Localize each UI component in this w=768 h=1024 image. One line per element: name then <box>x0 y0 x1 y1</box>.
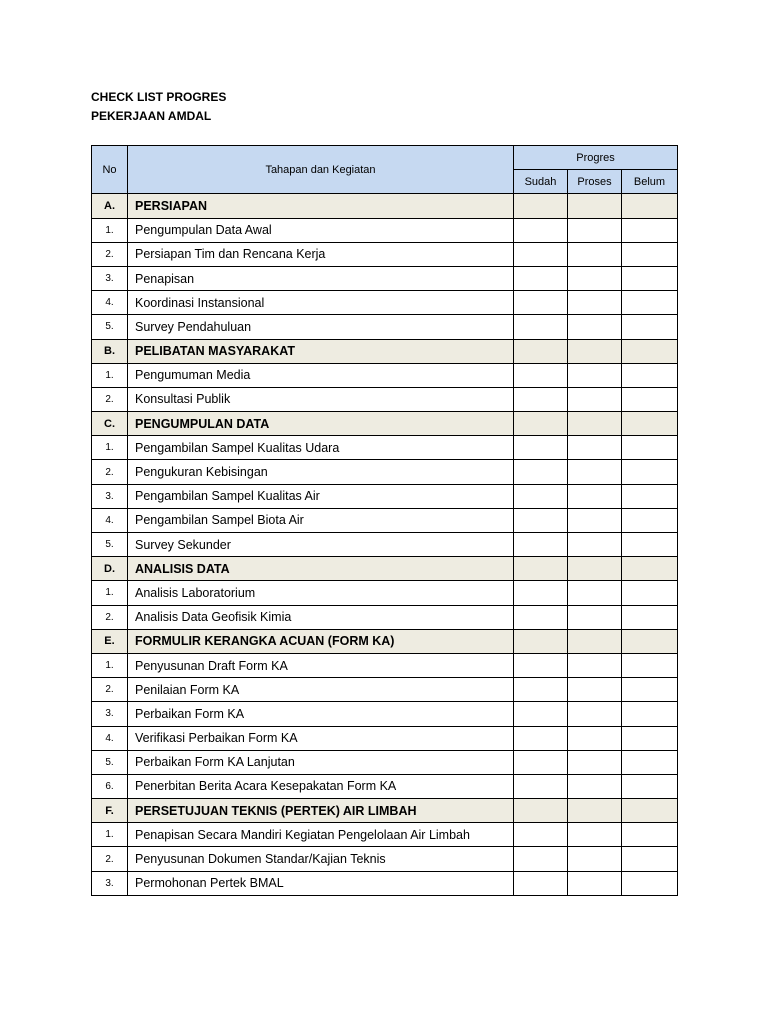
check-cell-done[interactable] <box>514 799 568 823</box>
check-cell-not-yet[interactable] <box>622 339 678 363</box>
check-cell-not-yet[interactable] <box>622 799 678 823</box>
check-cell-in-process[interactable] <box>568 581 622 605</box>
activity-number: 1. <box>92 823 128 847</box>
section-code: C. <box>92 412 128 436</box>
check-cell-done[interactable] <box>514 629 568 653</box>
check-cell-done[interactable] <box>514 387 568 411</box>
activity-row <box>92 460 678 484</box>
activity-number: 6. <box>92 774 128 798</box>
check-cell-in-process[interactable] <box>568 387 622 411</box>
check-cell-in-process[interactable] <box>568 436 622 460</box>
check-cell-done[interactable] <box>514 339 568 363</box>
check-cell-in-process[interactable] <box>568 218 622 242</box>
activity-label: Penerbitan Berita Acara Kesepakatan Form KA <box>128 774 514 798</box>
check-cell-done[interactable] <box>514 726 568 750</box>
activity-number: 4. <box>92 508 128 532</box>
activity-row <box>92 363 678 387</box>
check-cell-in-process[interactable] <box>568 557 622 581</box>
activity-number: 3. <box>92 266 128 290</box>
activity-label: Perbaikan Form KA Lanjutan <box>128 750 514 774</box>
check-cell-not-yet[interactable] <box>622 750 678 774</box>
activity-row <box>92 533 678 557</box>
check-cell-in-process[interactable] <box>568 847 622 871</box>
activity-row <box>92 581 678 605</box>
checklist-body <box>92 194 678 895</box>
check-cell-done[interactable] <box>514 581 568 605</box>
check-cell-in-process[interactable] <box>568 678 622 702</box>
activity-row <box>92 678 678 702</box>
check-cell-not-yet[interactable] <box>622 484 678 508</box>
activity-label: Pengumpulan Data Awal <box>128 218 514 242</box>
activity-row <box>92 387 678 411</box>
activity-label: Penapisan Secara Mandiri Kegiatan Pengelolaan Air Limbah <box>128 823 514 847</box>
activity-label: Analisis Data Geofisik Kimia <box>128 605 514 629</box>
activity-label: Survey Pendahuluan <box>128 315 514 339</box>
check-cell-in-process[interactable] <box>568 242 622 266</box>
check-cell-done[interactable] <box>514 460 568 484</box>
activity-number: 1. <box>92 218 128 242</box>
check-cell-done[interactable] <box>514 484 568 508</box>
activity-row <box>92 315 678 339</box>
check-cell-in-process[interactable] <box>568 605 622 629</box>
activity-row <box>92 291 678 315</box>
activity-number: 2. <box>92 678 128 702</box>
check-cell-in-process[interactable] <box>568 266 622 290</box>
check-cell-not-yet[interactable] <box>622 460 678 484</box>
activity-number: 1. <box>92 363 128 387</box>
section-title: ANALISIS DATA <box>128 557 514 581</box>
title-line-1: CHECK LIST PROGRES <box>91 90 227 104</box>
check-cell-not-yet[interactable] <box>622 412 678 436</box>
activity-label: Persiapan Tim dan Rencana Kerja <box>128 242 514 266</box>
checklist-table <box>91 145 678 896</box>
activity-row <box>92 436 678 460</box>
check-cell-done[interactable] <box>514 315 568 339</box>
check-cell-done[interactable] <box>514 774 568 798</box>
activity-number: 5. <box>92 533 128 557</box>
check-cell-done[interactable] <box>514 291 568 315</box>
check-cell-not-yet[interactable] <box>622 702 678 726</box>
activity-label: Penyusunan Dokumen Standar/Kajian Teknis <box>128 847 514 871</box>
check-cell-in-process[interactable] <box>568 339 622 363</box>
activity-label: Analisis Laboratorium <box>128 581 514 605</box>
check-cell-done[interactable] <box>514 533 568 557</box>
activity-number: 3. <box>92 484 128 508</box>
header-activity: Tahapan dan Kegiatan <box>128 146 514 194</box>
section-title: PELIBATAN MASYARAKAT <box>128 339 514 363</box>
check-cell-done[interactable] <box>514 194 568 218</box>
document-title <box>91 88 226 126</box>
check-cell-done[interactable] <box>514 363 568 387</box>
section-code: E. <box>92 629 128 653</box>
activity-number: 1. <box>92 581 128 605</box>
activity-label: Pengambilan Sampel Biota Air <box>128 508 514 532</box>
check-cell-done[interactable] <box>514 557 568 581</box>
activity-label: Permohonan Pertek BMAL <box>128 871 514 895</box>
activity-label: Konsultasi Publik <box>128 387 514 411</box>
activity-row <box>92 702 678 726</box>
check-cell-not-yet[interactable] <box>622 315 678 339</box>
activity-number: 2. <box>92 605 128 629</box>
activity-row <box>92 508 678 532</box>
activity-label: Perbaikan Form KA <box>128 702 514 726</box>
section-title: PERSETUJUAN TEKNIS (PERTEK) AIR LIMBAH <box>128 799 514 823</box>
check-cell-not-yet[interactable] <box>622 774 678 798</box>
activity-number: 1. <box>92 436 128 460</box>
check-cell-in-process[interactable] <box>568 750 622 774</box>
check-cell-in-process[interactable] <box>568 508 622 532</box>
check-cell-not-yet[interactable] <box>622 242 678 266</box>
check-cell-done[interactable] <box>514 823 568 847</box>
activity-label: Pengukuran Kebisingan <box>128 460 514 484</box>
activity-label: Survey Sekunder <box>128 533 514 557</box>
activity-row <box>92 484 678 508</box>
activity-row <box>92 266 678 290</box>
check-cell-in-process[interactable] <box>568 702 622 726</box>
section-title: PENGUMPULAN DATA <box>128 412 514 436</box>
activity-label: Pengambilan Sampel Kualitas Air <box>128 484 514 508</box>
header-in-process: Proses <box>568 170 622 194</box>
check-cell-in-process[interactable] <box>568 653 622 677</box>
check-cell-not-yet[interactable] <box>622 266 678 290</box>
check-cell-in-process[interactable] <box>568 412 622 436</box>
title-line-2: PEKERJAAN AMDAL <box>91 109 212 123</box>
check-cell-not-yet[interactable] <box>622 436 678 460</box>
activity-label: Pengumuman Media <box>128 363 514 387</box>
check-cell-not-yet[interactable] <box>622 194 678 218</box>
check-cell-in-process[interactable] <box>568 460 622 484</box>
check-cell-not-yet[interactable] <box>622 557 678 581</box>
activity-row <box>92 726 678 750</box>
check-cell-not-yet[interactable] <box>622 533 678 557</box>
check-cell-done[interactable] <box>514 653 568 677</box>
check-cell-done[interactable] <box>514 218 568 242</box>
check-cell-not-yet[interactable] <box>622 823 678 847</box>
header-no: No <box>92 146 128 194</box>
check-cell-done[interactable] <box>514 678 568 702</box>
activity-row <box>92 218 678 242</box>
activity-number: 2. <box>92 242 128 266</box>
section-row <box>92 339 678 363</box>
section-code: D. <box>92 557 128 581</box>
check-cell-in-process[interactable] <box>568 291 622 315</box>
section-row <box>92 557 678 581</box>
activity-row <box>92 750 678 774</box>
check-cell-in-process[interactable] <box>568 629 622 653</box>
check-cell-in-process[interactable] <box>568 315 622 339</box>
activity-number: 2. <box>92 847 128 871</box>
section-row <box>92 629 678 653</box>
activity-number: 4. <box>92 726 128 750</box>
check-cell-done[interactable] <box>514 508 568 532</box>
check-cell-not-yet[interactable] <box>622 363 678 387</box>
check-cell-not-yet[interactable] <box>622 291 678 315</box>
activity-row <box>92 847 678 871</box>
activity-row <box>92 605 678 629</box>
activity-label: Verifikasi Perbaikan Form KA <box>128 726 514 750</box>
check-cell-in-process[interactable] <box>568 726 622 750</box>
check-cell-in-process[interactable] <box>568 799 622 823</box>
check-cell-done[interactable] <box>514 242 568 266</box>
check-cell-in-process[interactable] <box>568 871 622 895</box>
section-row <box>92 799 678 823</box>
check-cell-done[interactable] <box>514 847 568 871</box>
check-cell-in-process[interactable] <box>568 823 622 847</box>
check-cell-not-yet[interactable] <box>622 581 678 605</box>
activity-number: 2. <box>92 460 128 484</box>
check-cell-in-process[interactable] <box>568 533 622 557</box>
activity-label: Penapisan <box>128 266 514 290</box>
activity-label: Pengambilan Sampel Kualitas Udara <box>128 436 514 460</box>
section-code: F. <box>92 799 128 823</box>
check-cell-done[interactable] <box>514 605 568 629</box>
activity-row <box>92 871 678 895</box>
check-cell-not-yet[interactable] <box>622 629 678 653</box>
check-cell-done[interactable] <box>514 266 568 290</box>
activity-row <box>92 823 678 847</box>
check-cell-not-yet[interactable] <box>622 726 678 750</box>
check-cell-not-yet[interactable] <box>622 508 678 532</box>
check-cell-done[interactable] <box>514 871 568 895</box>
check-cell-not-yet[interactable] <box>622 653 678 677</box>
check-cell-done[interactable] <box>514 702 568 726</box>
check-cell-not-yet[interactable] <box>622 847 678 871</box>
section-code: B. <box>92 339 128 363</box>
activity-label: Koordinasi Instansional <box>128 291 514 315</box>
check-cell-in-process[interactable] <box>568 484 622 508</box>
activity-label: Penyusunan Draft Form KA <box>128 653 514 677</box>
activity-number: 5. <box>92 315 128 339</box>
header-progress: Progres <box>514 146 678 170</box>
check-cell-not-yet[interactable] <box>622 387 678 411</box>
section-title: FORMULIR KERANGKA ACUAN (FORM KA) <box>128 629 514 653</box>
header-done: Sudah <box>514 170 568 194</box>
section-title: PERSIAPAN <box>128 194 514 218</box>
section-row <box>92 412 678 436</box>
check-cell-not-yet[interactable] <box>622 605 678 629</box>
activity-row <box>92 774 678 798</box>
check-cell-not-yet[interactable] <box>622 218 678 242</box>
check-cell-in-process[interactable] <box>568 363 622 387</box>
activity-row <box>92 242 678 266</box>
activity-number: 3. <box>92 702 128 726</box>
check-cell-not-yet[interactable] <box>622 871 678 895</box>
activity-label: Penilaian Form KA <box>128 678 514 702</box>
section-row <box>92 194 678 218</box>
activity-number: 3. <box>92 871 128 895</box>
activity-number: 1. <box>92 653 128 677</box>
activity-row <box>92 653 678 677</box>
check-cell-done[interactable] <box>514 436 568 460</box>
check-cell-in-process[interactable] <box>568 194 622 218</box>
activity-number: 2. <box>92 387 128 411</box>
header-not-yet: Belum <box>622 170 678 194</box>
section-code: A. <box>92 194 128 218</box>
activity-number: 4. <box>92 291 128 315</box>
check-cell-not-yet[interactable] <box>622 678 678 702</box>
check-cell-done[interactable] <box>514 412 568 436</box>
activity-number: 5. <box>92 750 128 774</box>
check-cell-in-process[interactable] <box>568 774 622 798</box>
check-cell-done[interactable] <box>514 750 568 774</box>
